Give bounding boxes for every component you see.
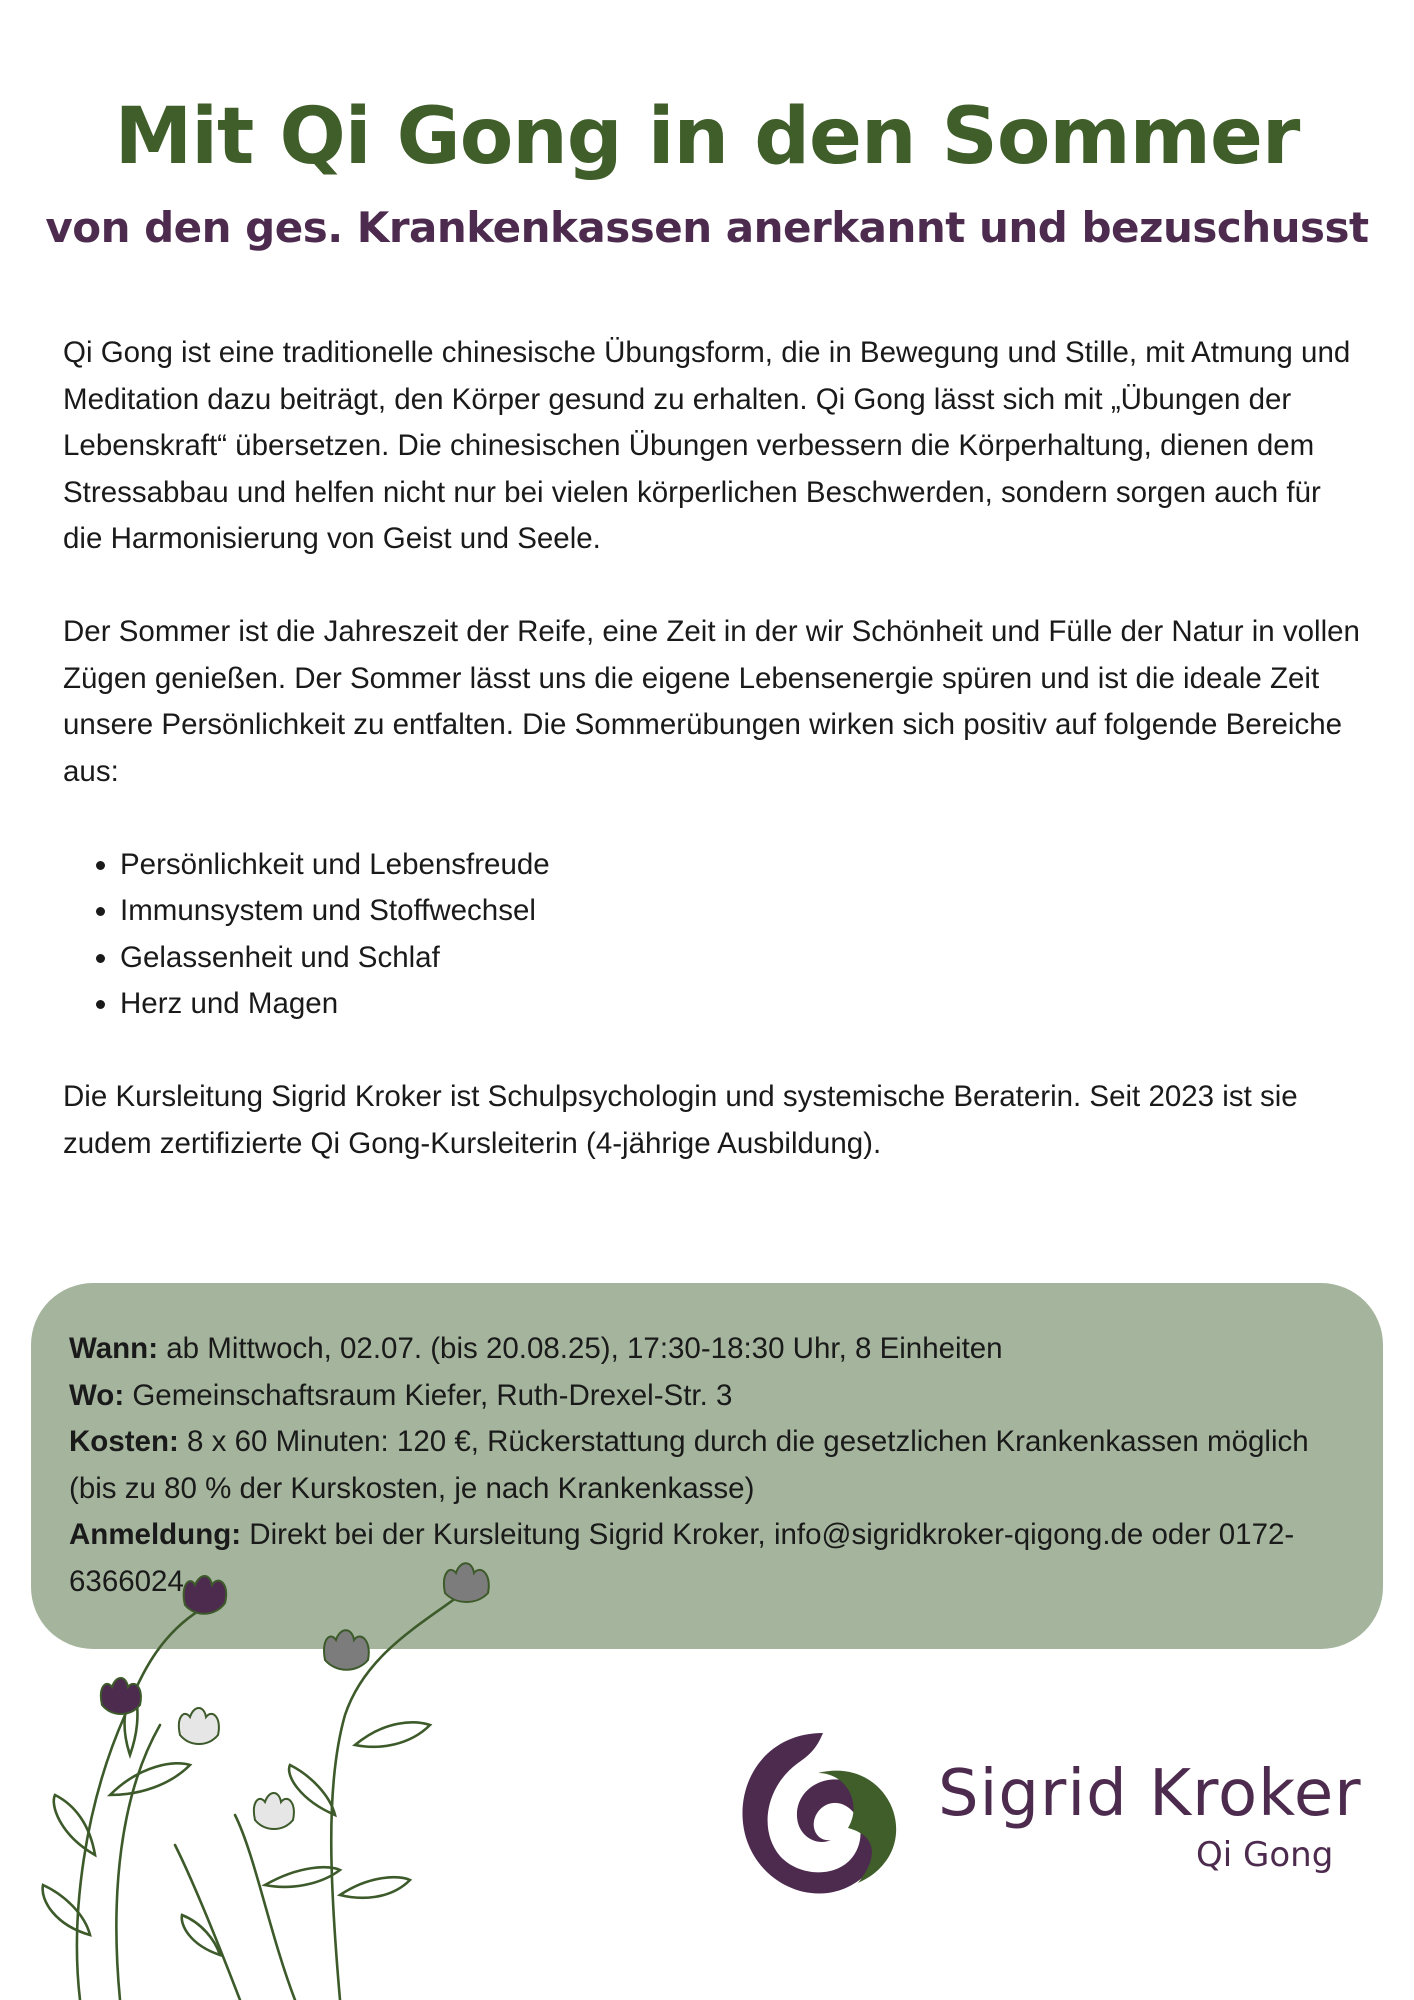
intro-paragraph: Qi Gong ist eine traditionelle chinesische Übungsform, die in Bewegung und Stille, mit Atmung und Meditation dazu beiträgt, den Körper gesund zu erhalten. Qi Gong lässt sich mit „Übungen der Lebenskraft“ übersetzen. Die chinesischen Übungen verbessern die Körperhaltung, dienen dem Stressabbau und helfen nicht nur bei vielen körperlichen Beschwerden, sondern sorgen auch für die Harmonisierung von Geist und Seele. xyxy=(63,336,1351,555)
info-when xyxy=(69,1326,1345,1373)
info-cost xyxy=(69,1419,1345,1512)
list-item: • Gelassenheit und Schlaf xyxy=(120,935,1363,982)
cost-value: 8 x 60 Minuten: 120 €, Rückerstattung durch die gesetzlichen Krankenkassen möglich (bis zu 80 % der Kurskosten, je nach Krankenkasse) xyxy=(69,1425,1309,1505)
signup-value: Direkt bei der Kursleitung Sigrid Kroker, info@sigridkroker-qigong.de oder 0172-6366024 xyxy=(69,1518,1295,1598)
signup-label: Anmeldung: xyxy=(69,1518,242,1551)
summer-paragraph: Der Sommer ist die Jahreszeit der Reife, eine Zeit in der wir Schönheit und Fülle der Natur in vollen Zügen genießen. Der Sommer lässt uns die eigene Lebensenergie spüren und ist die ideale Zeit unsere Persönlichkeit zu entfalten. Die Sommerübungen wirken sich positiv auf folgende Bereiche aus: xyxy=(63,615,1360,788)
body-text xyxy=(63,330,1363,1214)
list-item: • Persönlichkeit und Lebensfreude xyxy=(120,842,1363,889)
logo-subtitle: Qi Gong xyxy=(1196,1835,1334,1875)
spiral-icon xyxy=(728,1718,918,1908)
benefits-list xyxy=(63,842,1363,1028)
where-label: Wo: xyxy=(69,1378,125,1412)
where-value: Gemeinschaftsraum Kiefer, Ruth-Drexel-Str. 3 xyxy=(132,1378,733,1412)
cost-label: Kosten: xyxy=(69,1425,179,1458)
instructor-paragraph: Die Kursleitung Sigrid Kroker ist Schulpsychologin und systemische Beraterin. Seit 2023 ist sie zudem zertifizierte Qi Gong-Kursleiterin (4-jährige Ausbildung). xyxy=(63,1080,1298,1160)
page-subtitle: von den ges. Krankenkassen anerkannt und bezuschusst xyxy=(45,203,1369,252)
list-item: • Herz und Magen xyxy=(120,981,1363,1028)
when-label: Wann: xyxy=(69,1332,159,1365)
flowers-illustration xyxy=(40,1555,520,2000)
list-item: • Immunsystem und Stoffwechsel xyxy=(120,888,1363,935)
page-title: Mit Qi Gong in den Sommer xyxy=(114,92,1300,182)
logo-name: Sigrid Kroker xyxy=(938,1757,1362,1831)
when-value: ab Mittwoch, 02.07. (bis 20.08.25), 17:30-18:30 Uhr, 8 Einheiten xyxy=(166,1332,1003,1365)
info-where xyxy=(69,1373,1345,1420)
